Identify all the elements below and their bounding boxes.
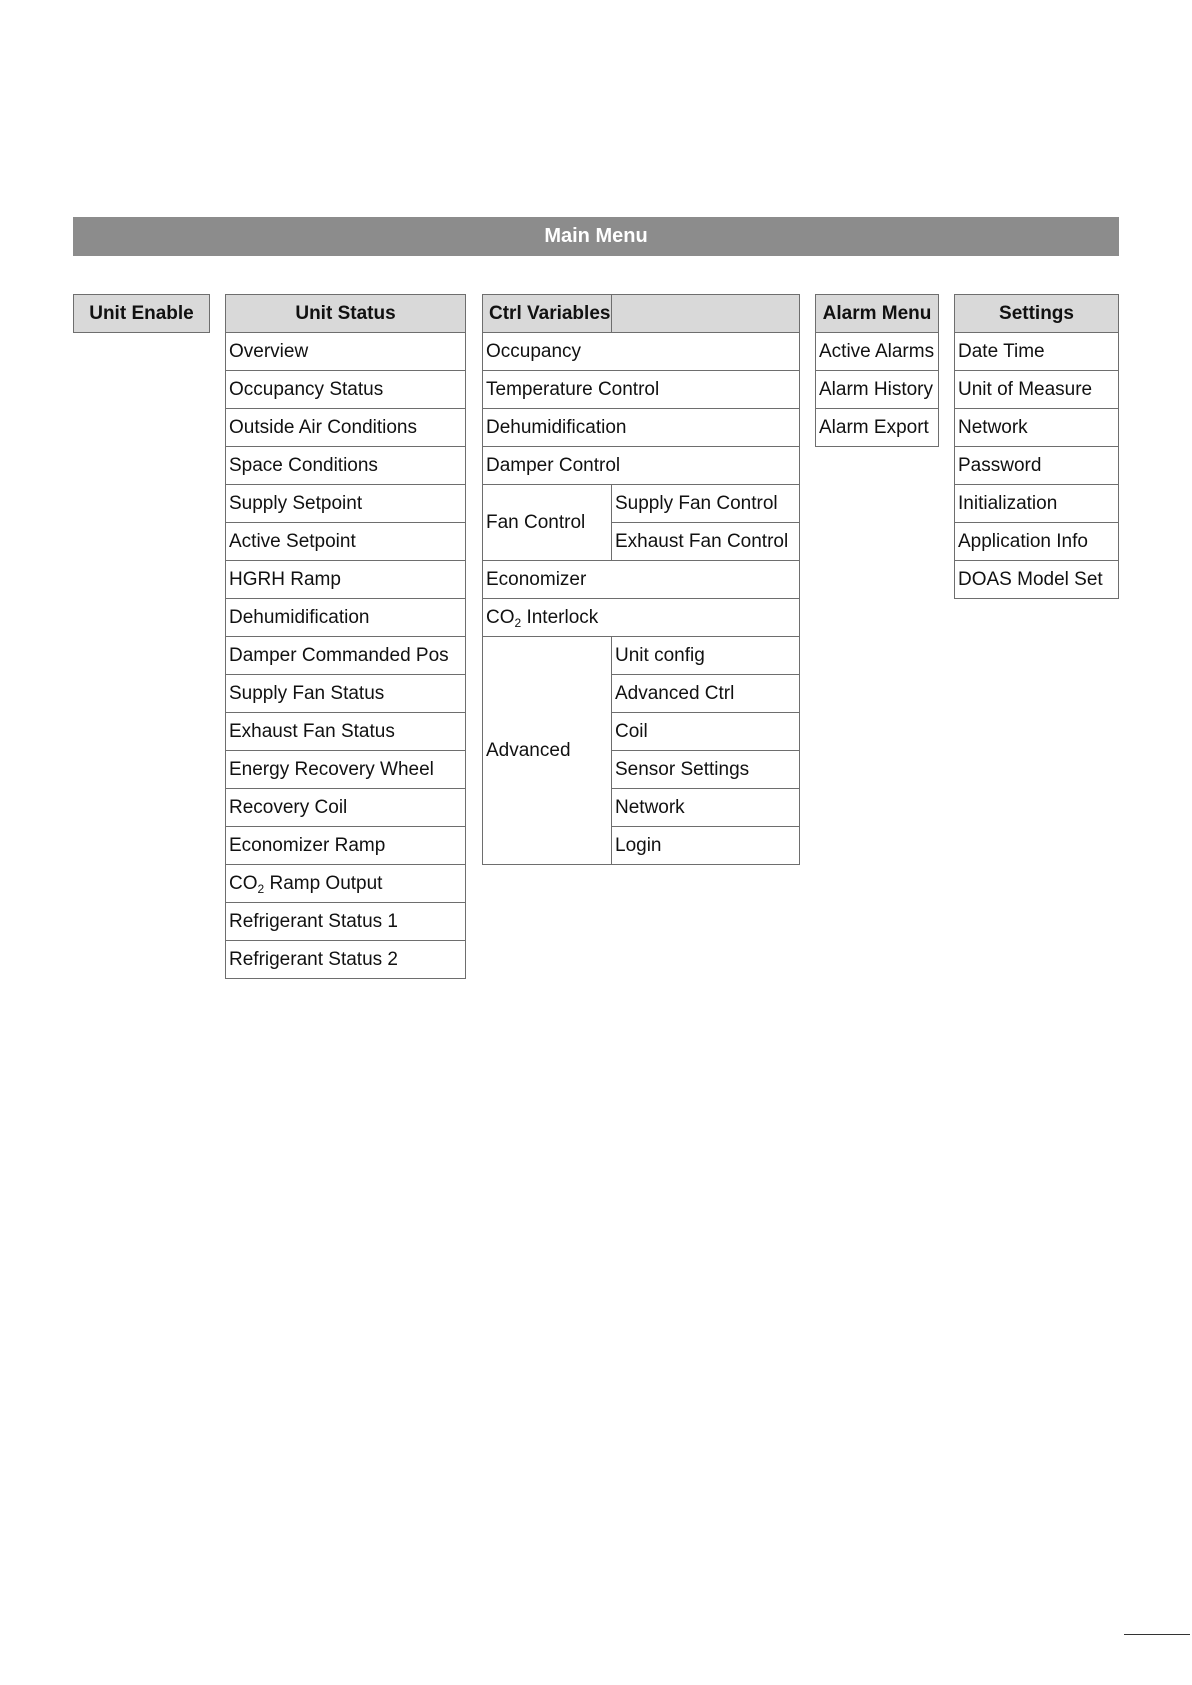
co2-suffix: Interlock xyxy=(521,606,599,628)
ctrl-subitem-login[interactable] xyxy=(611,826,800,865)
co2-subscript: 2 xyxy=(514,615,522,630)
main-menu-title: Main Menu xyxy=(544,225,648,247)
item-label: Date Time xyxy=(958,340,1045,362)
settings-header[interactable] xyxy=(954,294,1119,333)
unit-enable-label: Unit Enable xyxy=(89,302,194,324)
unit-status-item[interactable] xyxy=(225,522,466,561)
unit-enable-header[interactable] xyxy=(73,294,210,333)
co2-prefix: CO xyxy=(229,872,258,894)
ctrl-subitem-exhaust-fan-control[interactable] xyxy=(611,522,800,561)
ctrl-item-occupancy[interactable] xyxy=(482,332,800,371)
unit-status-item-co2-ramp-output[interactable] xyxy=(225,864,466,903)
item-label: Initialization xyxy=(958,492,1058,514)
alarm-menu-label: Alarm Menu xyxy=(822,302,932,324)
settings-item[interactable] xyxy=(954,522,1119,561)
item-label: Advanced xyxy=(486,739,571,761)
ctrl-item-temperature-control[interactable] xyxy=(482,370,800,409)
co2-prefix: CO xyxy=(486,606,515,628)
unit-status-item[interactable] xyxy=(225,712,466,751)
item-label: Economizer xyxy=(486,568,587,590)
item-label: Overview xyxy=(229,340,309,362)
unit-status-item[interactable] xyxy=(225,636,466,675)
item-label xyxy=(229,873,382,895)
settings-item[interactable] xyxy=(954,408,1119,447)
item-label: Occupancy Status xyxy=(229,378,384,400)
ctrl-variables-header[interactable] xyxy=(482,294,612,333)
page-footer-rule xyxy=(1124,1634,1190,1635)
ctrl-variables-label: Ctrl Variables xyxy=(489,302,611,324)
item-label: Supply Fan Control xyxy=(615,492,778,514)
unit-status-item[interactable] xyxy=(225,788,466,827)
unit-status-label: Unit Status xyxy=(295,302,396,324)
unit-status-item[interactable] xyxy=(225,674,466,713)
ctrl-subitem-network[interactable] xyxy=(611,788,800,827)
ctrl-item-economizer[interactable] xyxy=(482,560,800,599)
item-label: Supply Fan Status xyxy=(229,682,385,704)
ctrl-item-dehumidification[interactable] xyxy=(482,408,800,447)
item-label: Recovery Coil xyxy=(229,796,348,818)
item-label: Exhaust Fan Control xyxy=(615,530,789,552)
unit-status-item[interactable] xyxy=(225,750,466,789)
ctrl-subitem-unit-config[interactable] xyxy=(611,636,800,675)
item-label: HGRH Ramp xyxy=(229,568,341,590)
co2-suffix: Ramp Output xyxy=(264,872,383,894)
unit-status-item[interactable] xyxy=(225,332,466,371)
item-label: Unit of Measure xyxy=(958,378,1093,400)
item-label: Damper Control xyxy=(486,454,621,476)
settings-item[interactable] xyxy=(954,332,1119,371)
item-label xyxy=(486,607,598,629)
unit-status-item[interactable] xyxy=(225,370,466,409)
settings-item[interactable] xyxy=(954,484,1119,523)
ctrl-subitem-coil[interactable] xyxy=(611,712,800,751)
item-label: Refrigerant Status 2 xyxy=(229,948,398,970)
item-label: Supply Setpoint xyxy=(229,492,363,514)
item-label: Economizer Ramp xyxy=(229,834,386,856)
ctrl-variables-header-blank xyxy=(611,294,800,333)
item-label: Exhaust Fan Status xyxy=(229,720,395,742)
item-label: Unit config xyxy=(615,644,705,666)
item-label: Dehumidification xyxy=(486,416,627,438)
alarm-menu-item[interactable] xyxy=(815,370,939,409)
item-label: Temperature Control xyxy=(486,378,660,400)
unit-status-item[interactable] xyxy=(225,826,466,865)
unit-status-header[interactable] xyxy=(225,294,466,333)
item-label: Space Conditions xyxy=(229,454,378,476)
item-label: Login xyxy=(615,834,662,856)
unit-status-item[interactable] xyxy=(225,902,466,941)
item-label: Sensor Settings xyxy=(615,758,750,780)
ctrl-item-damper-control[interactable] xyxy=(482,446,800,485)
item-label: Active Setpoint xyxy=(229,530,356,552)
settings-item[interactable] xyxy=(954,370,1119,409)
settings-item[interactable] xyxy=(954,446,1119,485)
main-menu-banner xyxy=(73,217,1119,256)
item-label: Energy Recovery Wheel xyxy=(229,758,434,780)
unit-status-item[interactable] xyxy=(225,560,466,599)
item-label: Coil xyxy=(615,720,648,742)
item-label: Password xyxy=(958,454,1042,476)
item-label: Occupancy xyxy=(486,340,582,362)
co2-subscript: 2 xyxy=(257,881,265,896)
item-label: Outside Air Conditions xyxy=(229,416,417,438)
item-label: Alarm History xyxy=(819,378,934,400)
unit-status-item[interactable] xyxy=(225,446,466,485)
item-label: Damper Commanded Pos xyxy=(229,644,449,666)
alarm-menu-item[interactable] xyxy=(815,332,939,371)
alarm-menu-header[interactable] xyxy=(815,294,939,333)
unit-status-item[interactable] xyxy=(225,408,466,447)
ctrl-item-fan-control[interactable] xyxy=(482,484,612,561)
item-label: Fan Control xyxy=(486,511,586,533)
item-label: Network xyxy=(615,796,685,818)
item-label: DOAS Model Set xyxy=(958,568,1103,590)
alarm-menu-item[interactable] xyxy=(815,408,939,447)
item-label: Refrigerant Status 1 xyxy=(229,910,398,932)
ctrl-subitem-advanced-ctrl[interactable] xyxy=(611,674,800,713)
unit-status-item[interactable] xyxy=(225,940,466,979)
item-label: Alarm Export xyxy=(819,416,929,438)
settings-item[interactable] xyxy=(954,560,1119,599)
ctrl-subitem-sensor-settings[interactable] xyxy=(611,750,800,789)
unit-status-item[interactable] xyxy=(225,598,466,637)
item-label: Network xyxy=(958,416,1028,438)
item-label: Application Info xyxy=(958,530,1088,552)
item-label: Active Alarms xyxy=(819,340,935,362)
item-label: Advanced Ctrl xyxy=(615,682,735,704)
unit-status-item[interactable] xyxy=(225,484,466,523)
settings-label: Settings xyxy=(999,302,1074,324)
ctrl-item-co2-interlock[interactable] xyxy=(482,598,800,637)
ctrl-item-advanced[interactable] xyxy=(482,636,612,865)
ctrl-subitem-supply-fan-control[interactable] xyxy=(611,484,800,523)
item-label: Dehumidification xyxy=(229,606,370,628)
